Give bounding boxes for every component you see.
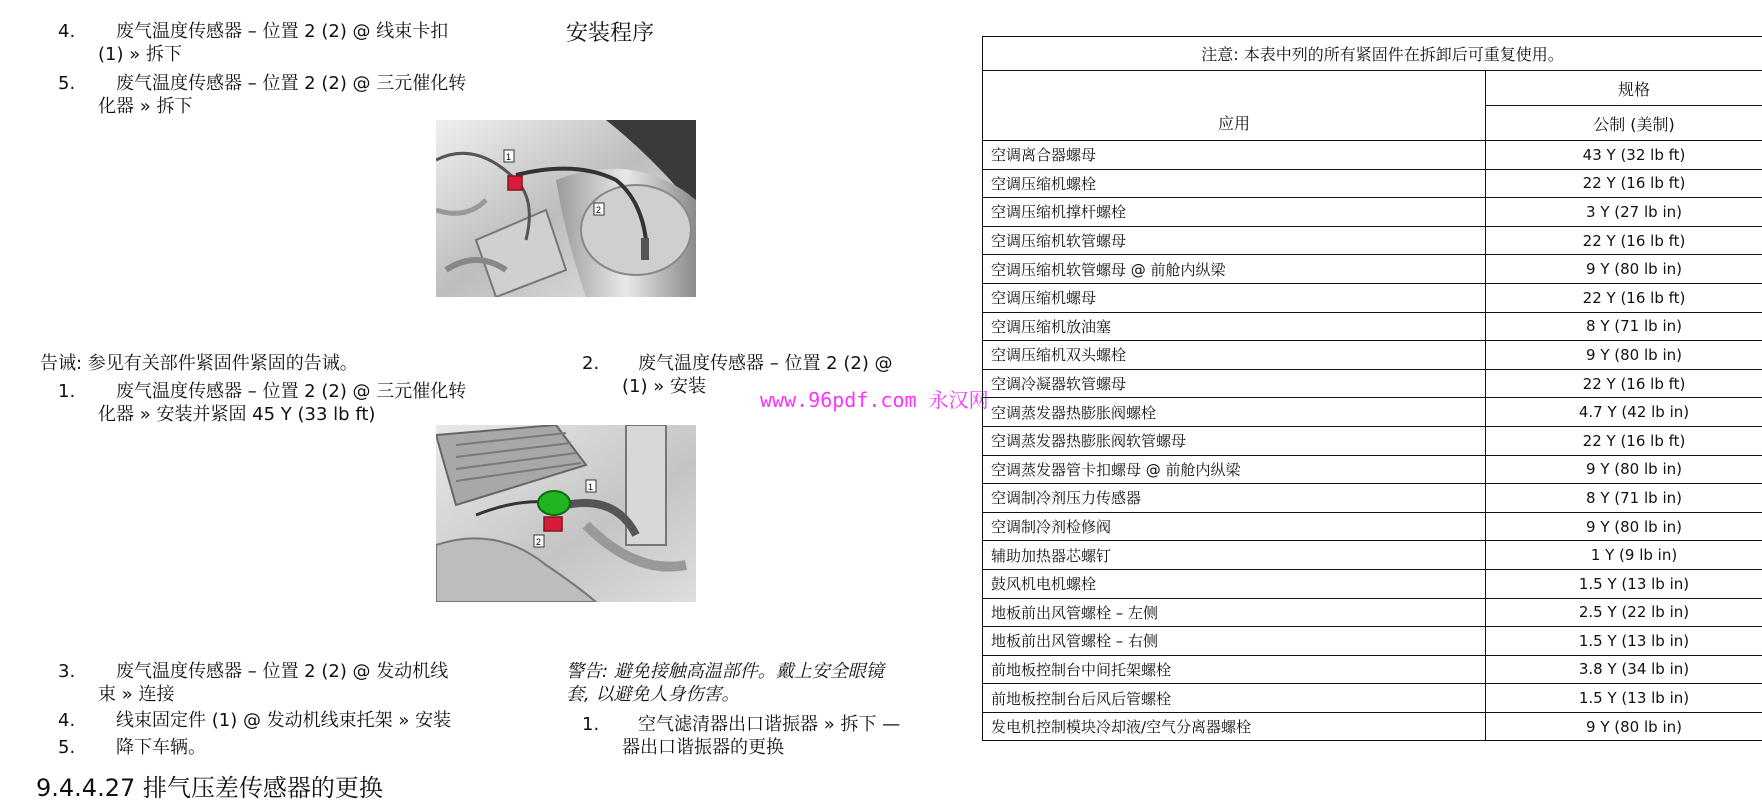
spec-cell: 9 Y (80 lb in) <box>1486 712 1762 741</box>
table-row <box>983 598 1762 627</box>
application-cell: 辅助加热器芯螺钉 <box>983 541 1486 570</box>
spec-cell: 3 Y (27 lb in) <box>1486 198 1762 227</box>
spec-cell: 2.5 Y (22 lb in) <box>1486 598 1762 627</box>
step-text: 废气温度传感器 – 位置 2 (2) @ 线束卡扣 <box>116 20 448 43</box>
table-row <box>983 312 1762 341</box>
table-row <box>983 255 1762 284</box>
application-cell: 空调蒸发器管卡扣螺母 @ 前舱内纵梁 <box>983 455 1486 484</box>
next-section-heading: 9.4.4.27 排气压差传感器的更换 <box>36 768 383 803</box>
spec-cell: 22 Y (16 lb ft) <box>1486 426 1762 455</box>
spec-cell: 1.5 Y (13 lb in) <box>1486 627 1762 656</box>
application-cell: 空调压缩机螺母 <box>983 283 1486 312</box>
application-cell: 空调蒸发器热膨胀阀软管螺母 <box>983 426 1486 455</box>
table-row <box>983 655 1762 684</box>
table-row <box>983 198 1762 227</box>
step-number: 5. <box>58 736 75 759</box>
application-cell: 空调制冷剂压力传感器 <box>983 484 1486 513</box>
application-cell: 空调制冷剂检修阀 <box>983 512 1486 541</box>
table-row <box>983 283 1762 312</box>
table-row <box>983 369 1762 398</box>
spec-cell: 22 Y (16 lb ft) <box>1486 226 1762 255</box>
engine-photo-sensor-removal <box>436 120 696 297</box>
table-row <box>983 169 1762 198</box>
step-text-cont: 化器 » 安装并紧固 45 Y (33 lb ft) <box>98 403 375 426</box>
step-text: 废气温度传感器 – 位置 2 (2) @ <box>638 352 893 375</box>
install-heading: 安装程序 <box>566 16 654 47</box>
step-number: 4. <box>58 20 75 43</box>
spec-cell: 22 Y (16 lb ft) <box>1486 169 1762 198</box>
watermark: www.96pdf.com 永汉网 <box>760 384 989 413</box>
table-row <box>983 684 1762 713</box>
caution-note: 告诫: 参见有关部件紧固件紧固的告诫。 <box>40 352 358 375</box>
spec-cell: 9 Y (80 lb in) <box>1486 255 1762 284</box>
step-number: 3. <box>58 660 75 683</box>
callout-label: 1 <box>506 152 511 162</box>
application-cell: 地板前出风管螺栓 – 左侧 <box>983 598 1486 627</box>
table-note: 注意: 本表中列的所有紧固件在拆卸后可重复使用。 <box>983 37 1762 71</box>
spec-cell: 22 Y (16 lb ft) <box>1486 283 1762 312</box>
application-cell: 空调压缩机双头螺栓 <box>983 341 1486 370</box>
spec-cell: 8 Y (71 lb in) <box>1486 312 1762 341</box>
step-text-cont: 束 » 连接 <box>98 683 174 706</box>
table-row <box>983 141 1762 170</box>
step-text: 废气温度传感器 – 位置 2 (2) @ 三元催化转 <box>116 380 466 403</box>
table-row <box>983 541 1762 570</box>
step-text: 线束固定件 (1) @ 发动机线束托架 » 安装 <box>116 709 451 732</box>
application-cell: 鼓风机电机螺栓 <box>983 569 1486 598</box>
application-cell: 空调压缩机软管螺母 <box>983 226 1486 255</box>
table-row <box>983 712 1762 741</box>
step-text: 废气温度传感器 – 位置 2 (2) @ 发动机线 <box>116 660 448 683</box>
application-cell: 地板前出风管螺栓 – 右侧 <box>983 627 1486 656</box>
step-text-cont: (1) » 拆下 <box>98 43 182 66</box>
step-text-cont: 化器 » 拆下 <box>98 95 192 118</box>
table-row <box>983 512 1762 541</box>
application-cell: 空调压缩机撑杆螺栓 <box>983 198 1486 227</box>
table-row <box>983 627 1762 656</box>
callout-label: 2 <box>596 205 601 215</box>
fastener-spec-table <box>982 36 1762 741</box>
step-text-cont: 器出口谐振器的更换 <box>622 736 784 759</box>
step-number: 5. <box>58 72 75 95</box>
spec-cell: 8 Y (71 lb in) <box>1486 484 1762 513</box>
spec-cell: 1.5 Y (13 lb in) <box>1486 569 1762 598</box>
column-header-spec: 规格 <box>1486 71 1762 106</box>
step-text: 降下车辆。 <box>116 736 206 759</box>
column-header-application: 应用 <box>983 71 1486 141</box>
table-row <box>983 341 1762 370</box>
spec-cell: 43 Y (32 lb ft) <box>1486 141 1762 170</box>
spec-cell: 9 Y (80 lb in) <box>1486 512 1762 541</box>
step-text-cont: (1) » 安装 <box>622 375 706 398</box>
step-text: 空气滤清器出口谐振器 » 拆下 — <box>638 713 900 736</box>
column-header-metric: 公制 (美制) <box>1486 106 1762 141</box>
step-number: 2. <box>582 352 599 375</box>
step-number: 1. <box>58 380 75 403</box>
application-cell: 前地板控制台中间托架螺栓 <box>983 655 1486 684</box>
engine-photo-sensor-install <box>436 425 696 602</box>
spec-cell: 1.5 Y (13 lb in) <box>1486 684 1762 713</box>
table-row <box>983 484 1762 513</box>
table-row <box>983 398 1762 427</box>
warning-line-1: 警告: 避免接触高温部件。戴上安全眼镜 <box>566 660 884 683</box>
application-cell: 空调压缩机放油塞 <box>983 312 1486 341</box>
spec-cell: 4.7 Y (42 lb in) <box>1486 398 1762 427</box>
application-cell: 空调蒸发器热膨胀阀螺栓 <box>983 398 1486 427</box>
application-cell: 空调离合器螺母 <box>983 141 1486 170</box>
application-cell: 空调压缩机螺栓 <box>983 169 1486 198</box>
spec-cell: 22 Y (16 lb ft) <box>1486 369 1762 398</box>
table-row <box>983 455 1762 484</box>
step-number: 1. <box>582 713 599 736</box>
table-row <box>983 569 1762 598</box>
step-text: 废气温度传感器 – 位置 2 (2) @ 三元催化转 <box>116 72 466 95</box>
spec-cell: 9 Y (80 lb in) <box>1486 455 1762 484</box>
spec-cell: 3.8 Y (34 lb in) <box>1486 655 1762 684</box>
application-cell: 空调冷凝器软管螺母 <box>983 369 1486 398</box>
application-cell: 发电机控制模块冷却液/空气分离器螺栓 <box>983 712 1486 741</box>
callout-label: 1 <box>588 482 593 492</box>
step-number: 4. <box>58 709 75 732</box>
spec-cell: 9 Y (80 lb in) <box>1486 341 1762 370</box>
spec-cell: 1 Y (9 lb in) <box>1486 541 1762 570</box>
application-cell: 前地板控制台后风后管螺栓 <box>983 684 1486 713</box>
callout-label: 2 <box>536 537 541 547</box>
table-row <box>983 226 1762 255</box>
warning-line-2: 套, 以避免人身伤害。 <box>566 683 739 706</box>
table-row <box>983 426 1762 455</box>
application-cell: 空调压缩机软管螺母 @ 前舱内纵梁 <box>983 255 1486 284</box>
